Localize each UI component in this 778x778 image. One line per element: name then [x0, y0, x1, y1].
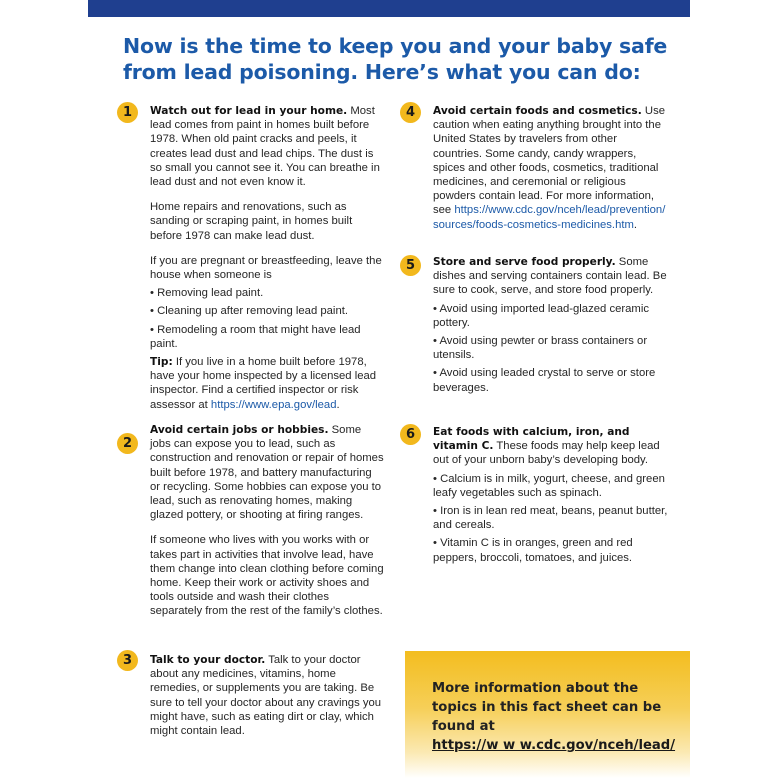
- headline-line-1: Now is the time to keep you and your baby safe: [123, 34, 668, 58]
- section-1-bullet: • Removing lead paint.: [150, 287, 264, 300]
- section-1-lead-in-home: [150, 104, 384, 412]
- cdc-foods-cosmetics-link[interactable]: https://www.cdc.gov/nceh/lead/prevention/sources/foods-cosmetics-medicines.htm: [433, 204, 666, 231]
- section-6-bullet: • Vitamin C is in oranges, green and red peppers, broccoli, tomatoes, and juices.: [433, 537, 633, 564]
- section-1-pregnant-text: If you are pregnant or breastfeeding, leave the house when someone is: [150, 254, 382, 282]
- section-4-end: .: [633, 218, 638, 231]
- section-1-intro: Most lead comes from paint in homes built before 1978. When old paint cracks and peels, it creates lead dust and lead chips. The dust is so small you cannot see it. You can breathe in lead dust and not even know it.: [150, 105, 380, 189]
- top-banner-bar: [88, 0, 690, 17]
- step-2-badge: 2: [117, 433, 138, 454]
- section-5-store-food: [433, 255, 669, 395]
- section-5-bullet: • Avoid using pewter or brass containers or utensils.: [433, 335, 648, 362]
- tip-text: If you live in a home built before 1978, have your home inspected by a licensed lead inspector. Find a certified inspector or risk assessor at: [150, 356, 377, 411]
- section-6-nutrition: [433, 425, 669, 565]
- section-6-bullet: • Iron is in lean red meat, beans, peanut butter, and cereals.: [433, 505, 668, 532]
- section-5-intro: Some dishes and serving containers contain lead. Be sure to cook, serve, and store food properly.: [433, 256, 667, 297]
- section-6-bullet: • Calcium is in milk, yogurt, cheese, and green leafy vegetables such as spinach.: [433, 472, 665, 499]
- section-4-foods-cosmetics: [433, 104, 669, 232]
- section-1-bullet: • Cleaning up after removing lead paint.: [150, 305, 349, 318]
- section-3-doctor: [150, 653, 384, 738]
- step-5-badge: 5: [400, 255, 421, 276]
- section-4-intro: Use caution when eating anything brought into the United States by travelers from other countries. Some candy, candy wrappers, spices and other foods, cosmetics, traditional medicines, and ceremonial or religious powders contain lead. For more information, see: [433, 105, 666, 217]
- more-info-box: [405, 651, 690, 778]
- step-6-badge: 6: [400, 424, 421, 445]
- section-1-heading: Watch out for lead in your home.: [150, 105, 348, 117]
- section-1-bullet: • Remodeling a room that might have lead paint.: [150, 323, 361, 350]
- headline-line-2: from lead poisoning. Here’s what you can do:: [123, 60, 641, 84]
- step-3-badge: 3: [117, 650, 138, 671]
- step-1-badge: 1: [117, 102, 138, 123]
- more-info-text: [432, 679, 682, 755]
- tip-label: Tip:: [150, 356, 173, 369]
- section-2-household-text: If someone who lives with you works with or takes part in activities that involve lead, have them change into clean clothing before coming home. Keep their work or activity shoes and tools outside and wash their clothes separately from the rest of the family’s clothes.: [150, 534, 384, 618]
- cdc-lead-link[interactable]: https://w w w.cdc.gov/nceh/lead/: [432, 738, 676, 753]
- step-4-badge: 4: [400, 102, 421, 123]
- section-4-heading: Avoid certain foods and cosmetics.: [433, 105, 642, 117]
- more-info-label: More information about the topics in this fact sheet can be found at: [432, 681, 662, 734]
- section-2-jobs-hobbies: [150, 423, 384, 619]
- section-2-heading: Avoid certain jobs or hobbies.: [150, 424, 329, 436]
- section-5-heading: Store and serve food properly.: [433, 256, 616, 268]
- section-5-bullet: • Avoid using imported lead-glazed ceramic pottery.: [433, 302, 649, 329]
- epa-lead-link[interactable]: https://www.epa.gov/lead: [210, 398, 337, 411]
- section-2-intro: Some jobs can expose you to lead, such as construction and renovation or repair of homes built before 1978, and battery manufacturing or recycling. Some hobbies can expose you to lead, such as renovating homes, making glazed pottery, or shooting at firing ranges.: [150, 424, 384, 522]
- section-6-heading: Eat foods with calcium, iron, and vitamin C.: [433, 426, 630, 453]
- page-headline: [123, 33, 683, 85]
- tip-end: .: [336, 398, 340, 411]
- section-3-intro: Talk to your doctor about any medicines, vitamins, home remedies, or supplements you are taking. Be sure to tell your doctor about any cravings you might have, such as eating dirt or clay, which might contain lead.: [150, 654, 382, 738]
- section-6-intro: These foods may help keep lead out of your unborn baby’s developing body.: [433, 440, 660, 467]
- section-1-repairs-text: Home repairs and renovations, such as sanding or scraping paint, in homes built before 1978 can make lead dust.: [150, 201, 353, 242]
- section-5-bullet: • Avoid using leaded crystal to serve or store beverages.: [433, 367, 656, 394]
- section-3-heading: Talk to your doctor.: [150, 654, 266, 666]
